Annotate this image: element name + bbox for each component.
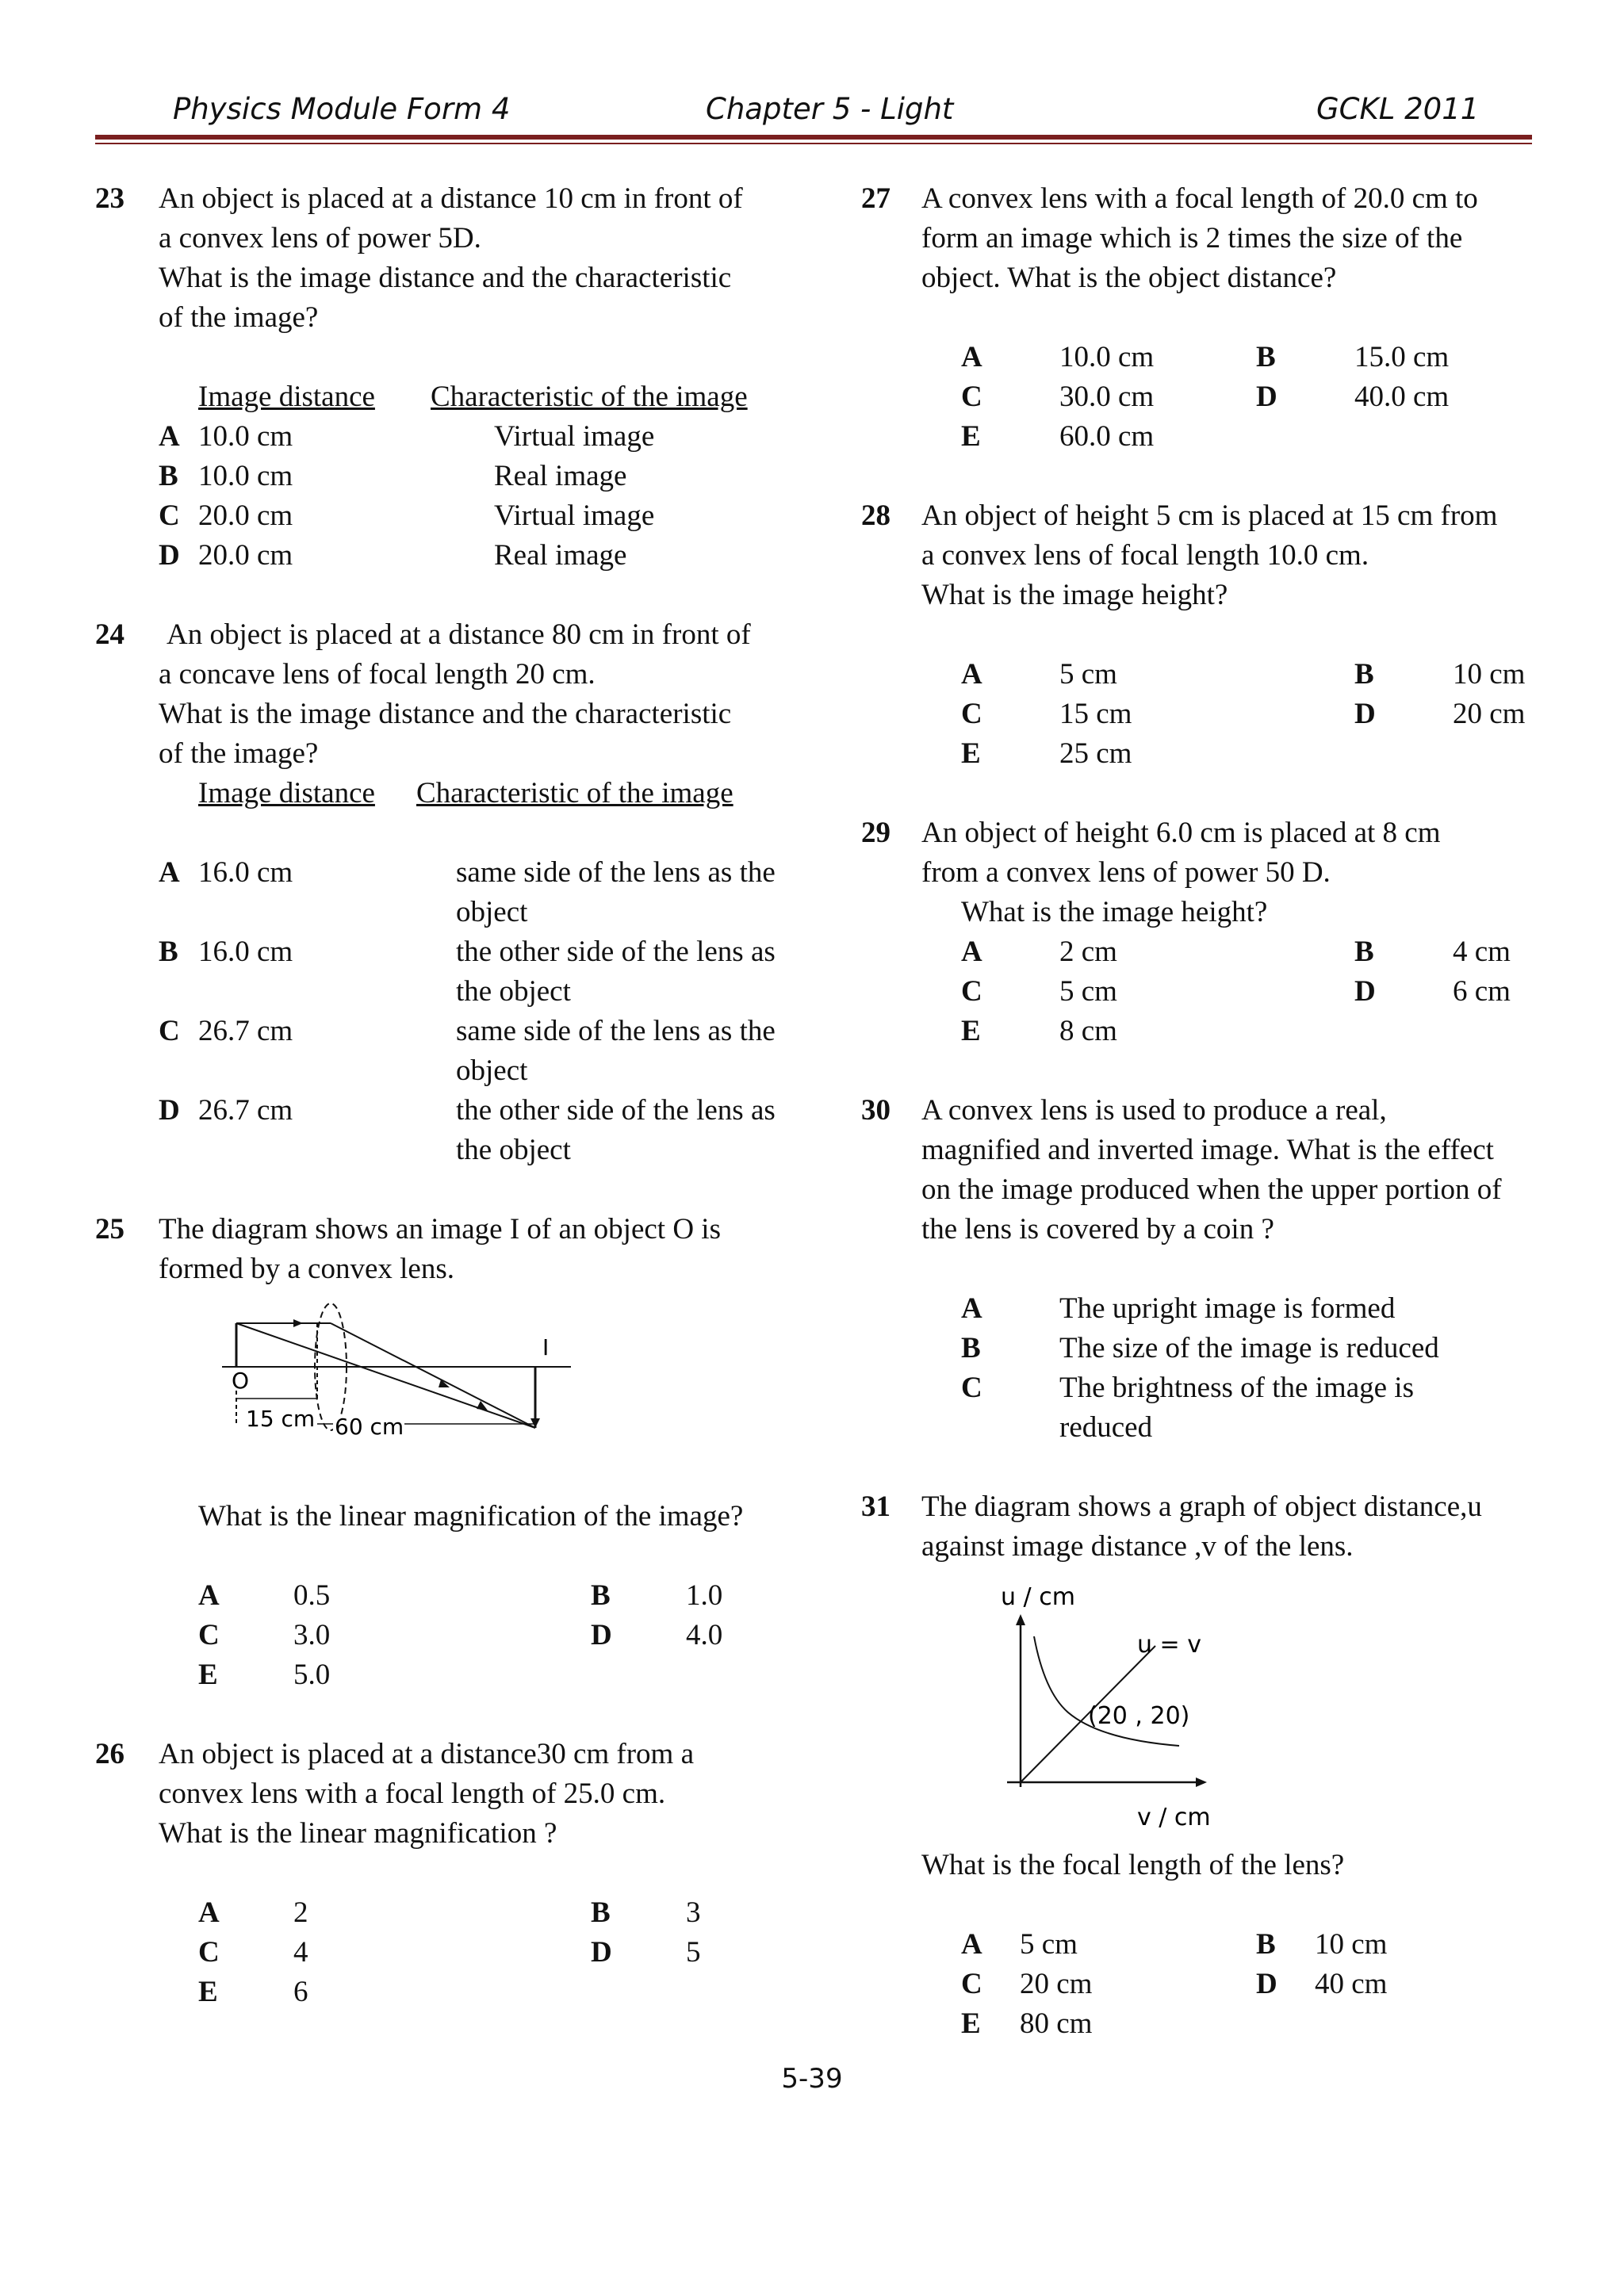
option-value[interactable]: 5 cm bbox=[1059, 658, 1117, 691]
option-letter[interactable]: A bbox=[198, 1896, 220, 1929]
question-line: formed by a convex lens. bbox=[159, 1253, 454, 1285]
options-grid bbox=[961, 338, 1543, 457]
option-letter: C bbox=[961, 1372, 982, 1404]
option-letter[interactable]: B bbox=[591, 1579, 611, 1612]
option-letter[interactable]: C bbox=[961, 975, 982, 1008]
option-letter[interactable]: D bbox=[1256, 1968, 1277, 2000]
option-letter: A bbox=[961, 1292, 982, 1325]
option-letter: B bbox=[159, 936, 178, 968]
question-text bbox=[159, 615, 777, 774]
question-line: against image distance ,v of the lens. bbox=[921, 1530, 1354, 1563]
option-value[interactable]: 3.0 bbox=[293, 1619, 331, 1651]
question-text bbox=[921, 813, 1543, 893]
label-60cm: 60 cm bbox=[335, 1414, 404, 1440]
question-line: from a convex lens of power 50 D. bbox=[921, 856, 1331, 889]
question-number: 24 bbox=[95, 618, 124, 651]
option-a[interactable] bbox=[159, 417, 777, 457]
option-value[interactable]: 40.0 cm bbox=[1354, 381, 1450, 413]
question-line: A convex lens is used to produce a real, bbox=[921, 1094, 1387, 1127]
question-line: convex lens with a focal length of 25.0 cm. bbox=[159, 1777, 666, 1810]
option-characteristic-line: object bbox=[456, 896, 528, 928]
option-characteristic-line: the other side of the lens as bbox=[456, 936, 776, 968]
option-value[interactable]: 5 cm bbox=[1020, 1928, 1078, 1961]
question-line: object. What is the object distance? bbox=[921, 262, 1337, 294]
question-28 bbox=[861, 496, 1543, 774]
option-letter: C bbox=[159, 499, 180, 532]
option-value[interactable]: 2 cm bbox=[1059, 936, 1117, 968]
question-line: the lens is covered by a coin ? bbox=[921, 1213, 1274, 1246]
option-value[interactable]: 15 cm bbox=[1059, 698, 1132, 730]
question-25 bbox=[95, 1210, 777, 1695]
option-letter[interactable]: D bbox=[1256, 381, 1277, 413]
option-letter[interactable]: E bbox=[961, 737, 981, 770]
option-text-line: reduced bbox=[1059, 1411, 1153, 1444]
option-value[interactable]: 6 bbox=[293, 1976, 308, 2008]
header-rule-thin bbox=[95, 143, 1532, 144]
question-line: of the image? bbox=[159, 301, 319, 334]
option-letter[interactable]: A bbox=[961, 341, 982, 373]
option-characteristic: Virtual image bbox=[494, 499, 655, 532]
option-characteristic: Virtual image bbox=[494, 420, 655, 453]
option-value[interactable]: 10 cm bbox=[1315, 1928, 1388, 1961]
option-text-line: The brightness of the image is bbox=[1059, 1372, 1414, 1404]
right-column bbox=[861, 179, 1543, 2044]
option-distance: 20.0 cm bbox=[198, 539, 293, 572]
option-letter[interactable]: B bbox=[591, 1896, 611, 1929]
question-line: a convex lens of focal length 10.0 cm. bbox=[921, 539, 1369, 572]
option-a[interactable] bbox=[159, 853, 777, 932]
question-prompt: What is the image height? bbox=[961, 896, 1268, 928]
question-prompt: What is the focal length of the lens? bbox=[921, 1849, 1345, 1881]
question-line: What is the linear magnification ? bbox=[159, 1817, 557, 1850]
question-line: on the image produced when the upper portion of bbox=[921, 1173, 1502, 1206]
options-grid bbox=[961, 655, 1543, 774]
question-text bbox=[159, 179, 777, 338]
option-letter[interactable]: B bbox=[1256, 341, 1276, 373]
option-letter: A bbox=[159, 856, 180, 889]
option-letter: D bbox=[159, 1094, 180, 1127]
option-value[interactable]: 6 cm bbox=[1453, 975, 1511, 1008]
label-object: O bbox=[232, 1368, 250, 1394]
col-header-distance: Image distance bbox=[198, 381, 375, 413]
options-grid bbox=[961, 932, 1543, 1051]
question-line: The diagram shows a graph of object distance,u bbox=[921, 1490, 1482, 1523]
option-characteristic-line: same side of the lens as the bbox=[456, 1015, 776, 1047]
question-line: A convex lens with a focal length of 20.0 cm to bbox=[921, 182, 1478, 215]
header-rule-thick bbox=[95, 135, 1532, 140]
u-v-graph bbox=[969, 1573, 1286, 1835]
question-number: 26 bbox=[95, 1738, 124, 1770]
question-30 bbox=[861, 1091, 1543, 1448]
question-number: 31 bbox=[861, 1490, 891, 1523]
option-value[interactable]: 5 cm bbox=[1059, 975, 1117, 1008]
option-letter[interactable]: A bbox=[198, 1579, 220, 1612]
option-text bbox=[1059, 1368, 1414, 1448]
col-header-characteristic: Characteristic of the image bbox=[431, 381, 748, 413]
question-line: An object is placed at a distance 80 cm in front of bbox=[167, 618, 751, 651]
option-value[interactable]: 5.0 bbox=[293, 1659, 331, 1691]
options-grid bbox=[961, 1925, 1543, 2044]
option-distance: 10.0 cm bbox=[198, 420, 293, 453]
options-grid bbox=[198, 1893, 777, 2012]
option-characteristic-line: object bbox=[456, 1054, 528, 1087]
option-distance: 26.7 cm bbox=[198, 1094, 293, 1127]
option-value[interactable]: 10 cm bbox=[1453, 658, 1526, 691]
option-value[interactable]: 40 cm bbox=[1315, 1968, 1388, 2000]
option-characteristic bbox=[456, 932, 776, 1012]
option-value[interactable]: 80 cm bbox=[1020, 2007, 1093, 2040]
option-letter[interactable]: D bbox=[591, 1936, 612, 1969]
option-letter[interactable]: E bbox=[961, 2007, 981, 2040]
option-letter[interactable]: D bbox=[591, 1619, 612, 1651]
question-number: 28 bbox=[861, 499, 891, 532]
option-letter[interactable]: C bbox=[961, 381, 982, 413]
label-15cm: 15 cm bbox=[246, 1406, 316, 1432]
question-29 bbox=[861, 813, 1543, 1051]
option-letter: B bbox=[159, 460, 178, 492]
x-axis-label: v / cm bbox=[1137, 1804, 1211, 1831]
question-line: a concave lens of focal length 20 cm. bbox=[159, 658, 596, 691]
option-letter[interactable]: D bbox=[1354, 698, 1376, 730]
question-prompt: What is the linear magnification of the image? bbox=[198, 1500, 744, 1533]
question-24 bbox=[95, 615, 777, 1170]
question-number: 29 bbox=[861, 817, 891, 849]
option-letter[interactable]: D bbox=[1354, 975, 1376, 1008]
option-letter[interactable]: E bbox=[961, 420, 981, 453]
option-value[interactable]: 4 cm bbox=[1453, 936, 1511, 968]
option-value[interactable]: 25 cm bbox=[1059, 737, 1132, 770]
option-letter: A bbox=[159, 420, 180, 453]
question-number: 25 bbox=[95, 1213, 124, 1246]
question-line: The diagram shows an image I of an object O is bbox=[159, 1213, 721, 1246]
question-line: What is the image distance and the characteristic bbox=[159, 698, 732, 730]
question-line: magnified and inverted image. What is the effect bbox=[921, 1134, 1494, 1166]
option-letter: D bbox=[159, 539, 180, 572]
option-value[interactable]: 1.0 bbox=[686, 1579, 723, 1612]
option-value[interactable]: 10.0 cm bbox=[1059, 341, 1155, 373]
question-number: 23 bbox=[95, 182, 124, 215]
question-23 bbox=[95, 179, 777, 576]
option-value[interactable]: 8 cm bbox=[1059, 1015, 1117, 1047]
lens-ray-diagram bbox=[222, 1295, 587, 1478]
question-text bbox=[921, 1091, 1543, 1249]
question-line: of the image? bbox=[159, 737, 319, 770]
intersection-label: (20 , 20) bbox=[1088, 1702, 1190, 1730]
option-letter[interactable]: C bbox=[198, 1936, 220, 1969]
question-27 bbox=[861, 179, 1543, 457]
option-characteristic-line: the object bbox=[456, 975, 571, 1008]
option-characteristic bbox=[456, 1012, 776, 1091]
option-letter[interactable]: B bbox=[1354, 936, 1374, 968]
option-distance: 16.0 cm bbox=[198, 936, 293, 968]
option-value[interactable]: 2 bbox=[293, 1896, 308, 1929]
option-letter[interactable]: A bbox=[961, 936, 982, 968]
left-column bbox=[95, 179, 777, 2012]
col-header-distance: Image distance bbox=[198, 777, 375, 809]
col-header-characteristic: Characteristic of the image bbox=[416, 777, 733, 809]
option-characteristic-line: the other side of the lens as bbox=[456, 1094, 776, 1127]
option-characteristic: Real image bbox=[494, 539, 627, 572]
option-text: The size of the image is reduced bbox=[1059, 1332, 1439, 1364]
option-b[interactable] bbox=[159, 457, 777, 496]
option-letter[interactable]: B bbox=[1354, 658, 1374, 691]
question-text bbox=[159, 1735, 777, 1854]
line-label: u = v bbox=[1137, 1631, 1201, 1659]
label-image: I bbox=[542, 1334, 550, 1360]
option-c[interactable] bbox=[159, 496, 777, 536]
question-line: An object is placed at a distance30 cm from a bbox=[159, 1738, 694, 1770]
question-line: a convex lens of power 5D. bbox=[159, 222, 481, 254]
option-value[interactable]: 4 bbox=[293, 1936, 308, 1969]
question-number: 30 bbox=[861, 1094, 891, 1127]
option-value[interactable]: 5 bbox=[686, 1936, 701, 1969]
option-letter[interactable]: E bbox=[198, 1976, 218, 2008]
option-characteristic-line: same side of the lens as the bbox=[456, 856, 776, 889]
option-letter: C bbox=[159, 1015, 180, 1047]
option-b[interactable] bbox=[159, 932, 777, 1012]
question-text bbox=[921, 1487, 1543, 1567]
option-letter[interactable]: C bbox=[961, 698, 982, 730]
option-letter[interactable]: B bbox=[1256, 1928, 1276, 1961]
option-d[interactable] bbox=[159, 1091, 777, 1170]
option-letter[interactable]: A bbox=[961, 658, 982, 691]
option-value[interactable]: 4.0 bbox=[686, 1619, 723, 1651]
option-letter: B bbox=[961, 1332, 981, 1364]
option-distance: 10.0 cm bbox=[198, 460, 293, 492]
question-text bbox=[159, 1210, 777, 1289]
option-value[interactable]: 15.0 cm bbox=[1354, 341, 1450, 373]
option-distance: 20.0 cm bbox=[198, 499, 293, 532]
options-grid bbox=[198, 1576, 777, 1695]
option-letter[interactable]: C bbox=[961, 1968, 982, 2000]
option-text: The upright image is formed bbox=[1059, 1292, 1396, 1325]
option-value[interactable]: 60.0 cm bbox=[1059, 420, 1155, 453]
column-headers bbox=[159, 377, 777, 417]
question-line: An object of height 6.0 cm is placed at 8 cm bbox=[921, 817, 1441, 849]
question-number: 27 bbox=[861, 182, 891, 215]
option-value[interactable]: 0.5 bbox=[293, 1579, 331, 1612]
header-left: Physics Module Form 4 bbox=[173, 92, 511, 126]
option-a[interactable] bbox=[961, 1289, 1543, 1329]
option-characteristic bbox=[456, 853, 776, 932]
column-headers bbox=[159, 774, 777, 813]
option-distance: 26.7 cm bbox=[198, 1015, 293, 1047]
option-characteristic-line: the object bbox=[456, 1134, 571, 1166]
question-line: An object of height 5 cm is placed at 15 cm from bbox=[921, 499, 1498, 532]
question-26 bbox=[95, 1735, 777, 2012]
question-text bbox=[921, 496, 1543, 615]
question-line: What is the image distance and the characteristic bbox=[159, 262, 732, 294]
question-line: What is the image height? bbox=[921, 579, 1228, 611]
option-value[interactable]: 20 cm bbox=[1020, 1968, 1093, 2000]
y-axis-label: u / cm bbox=[1001, 1583, 1075, 1611]
option-value[interactable]: 30.0 cm bbox=[1059, 381, 1155, 413]
option-c[interactable] bbox=[159, 1012, 777, 1091]
option-value[interactable]: 3 bbox=[686, 1896, 701, 1929]
header-right: GCKL 2011 bbox=[1316, 92, 1480, 126]
option-letter[interactable]: E bbox=[961, 1015, 981, 1047]
option-d[interactable] bbox=[159, 536, 777, 576]
question-line: An object is placed at a distance 10 cm in front of bbox=[159, 182, 743, 215]
option-c[interactable] bbox=[961, 1368, 1543, 1448]
question-line: form an image which is 2 times the size of the bbox=[921, 222, 1463, 254]
page-number: 5-39 bbox=[781, 2063, 843, 2095]
header-center: Chapter 5 - Light bbox=[706, 92, 954, 126]
option-distance: 16.0 cm bbox=[198, 856, 293, 889]
option-b[interactable] bbox=[961, 1329, 1543, 1368]
question-31 bbox=[861, 1487, 1543, 2044]
option-characteristic: Real image bbox=[494, 460, 627, 492]
option-letter[interactable]: E bbox=[198, 1659, 218, 1691]
option-letter[interactable]: C bbox=[198, 1619, 220, 1651]
option-letter[interactable]: A bbox=[961, 1928, 982, 1961]
option-value[interactable]: 20 cm bbox=[1453, 698, 1526, 730]
question-text bbox=[921, 179, 1543, 298]
option-characteristic bbox=[456, 1091, 776, 1170]
